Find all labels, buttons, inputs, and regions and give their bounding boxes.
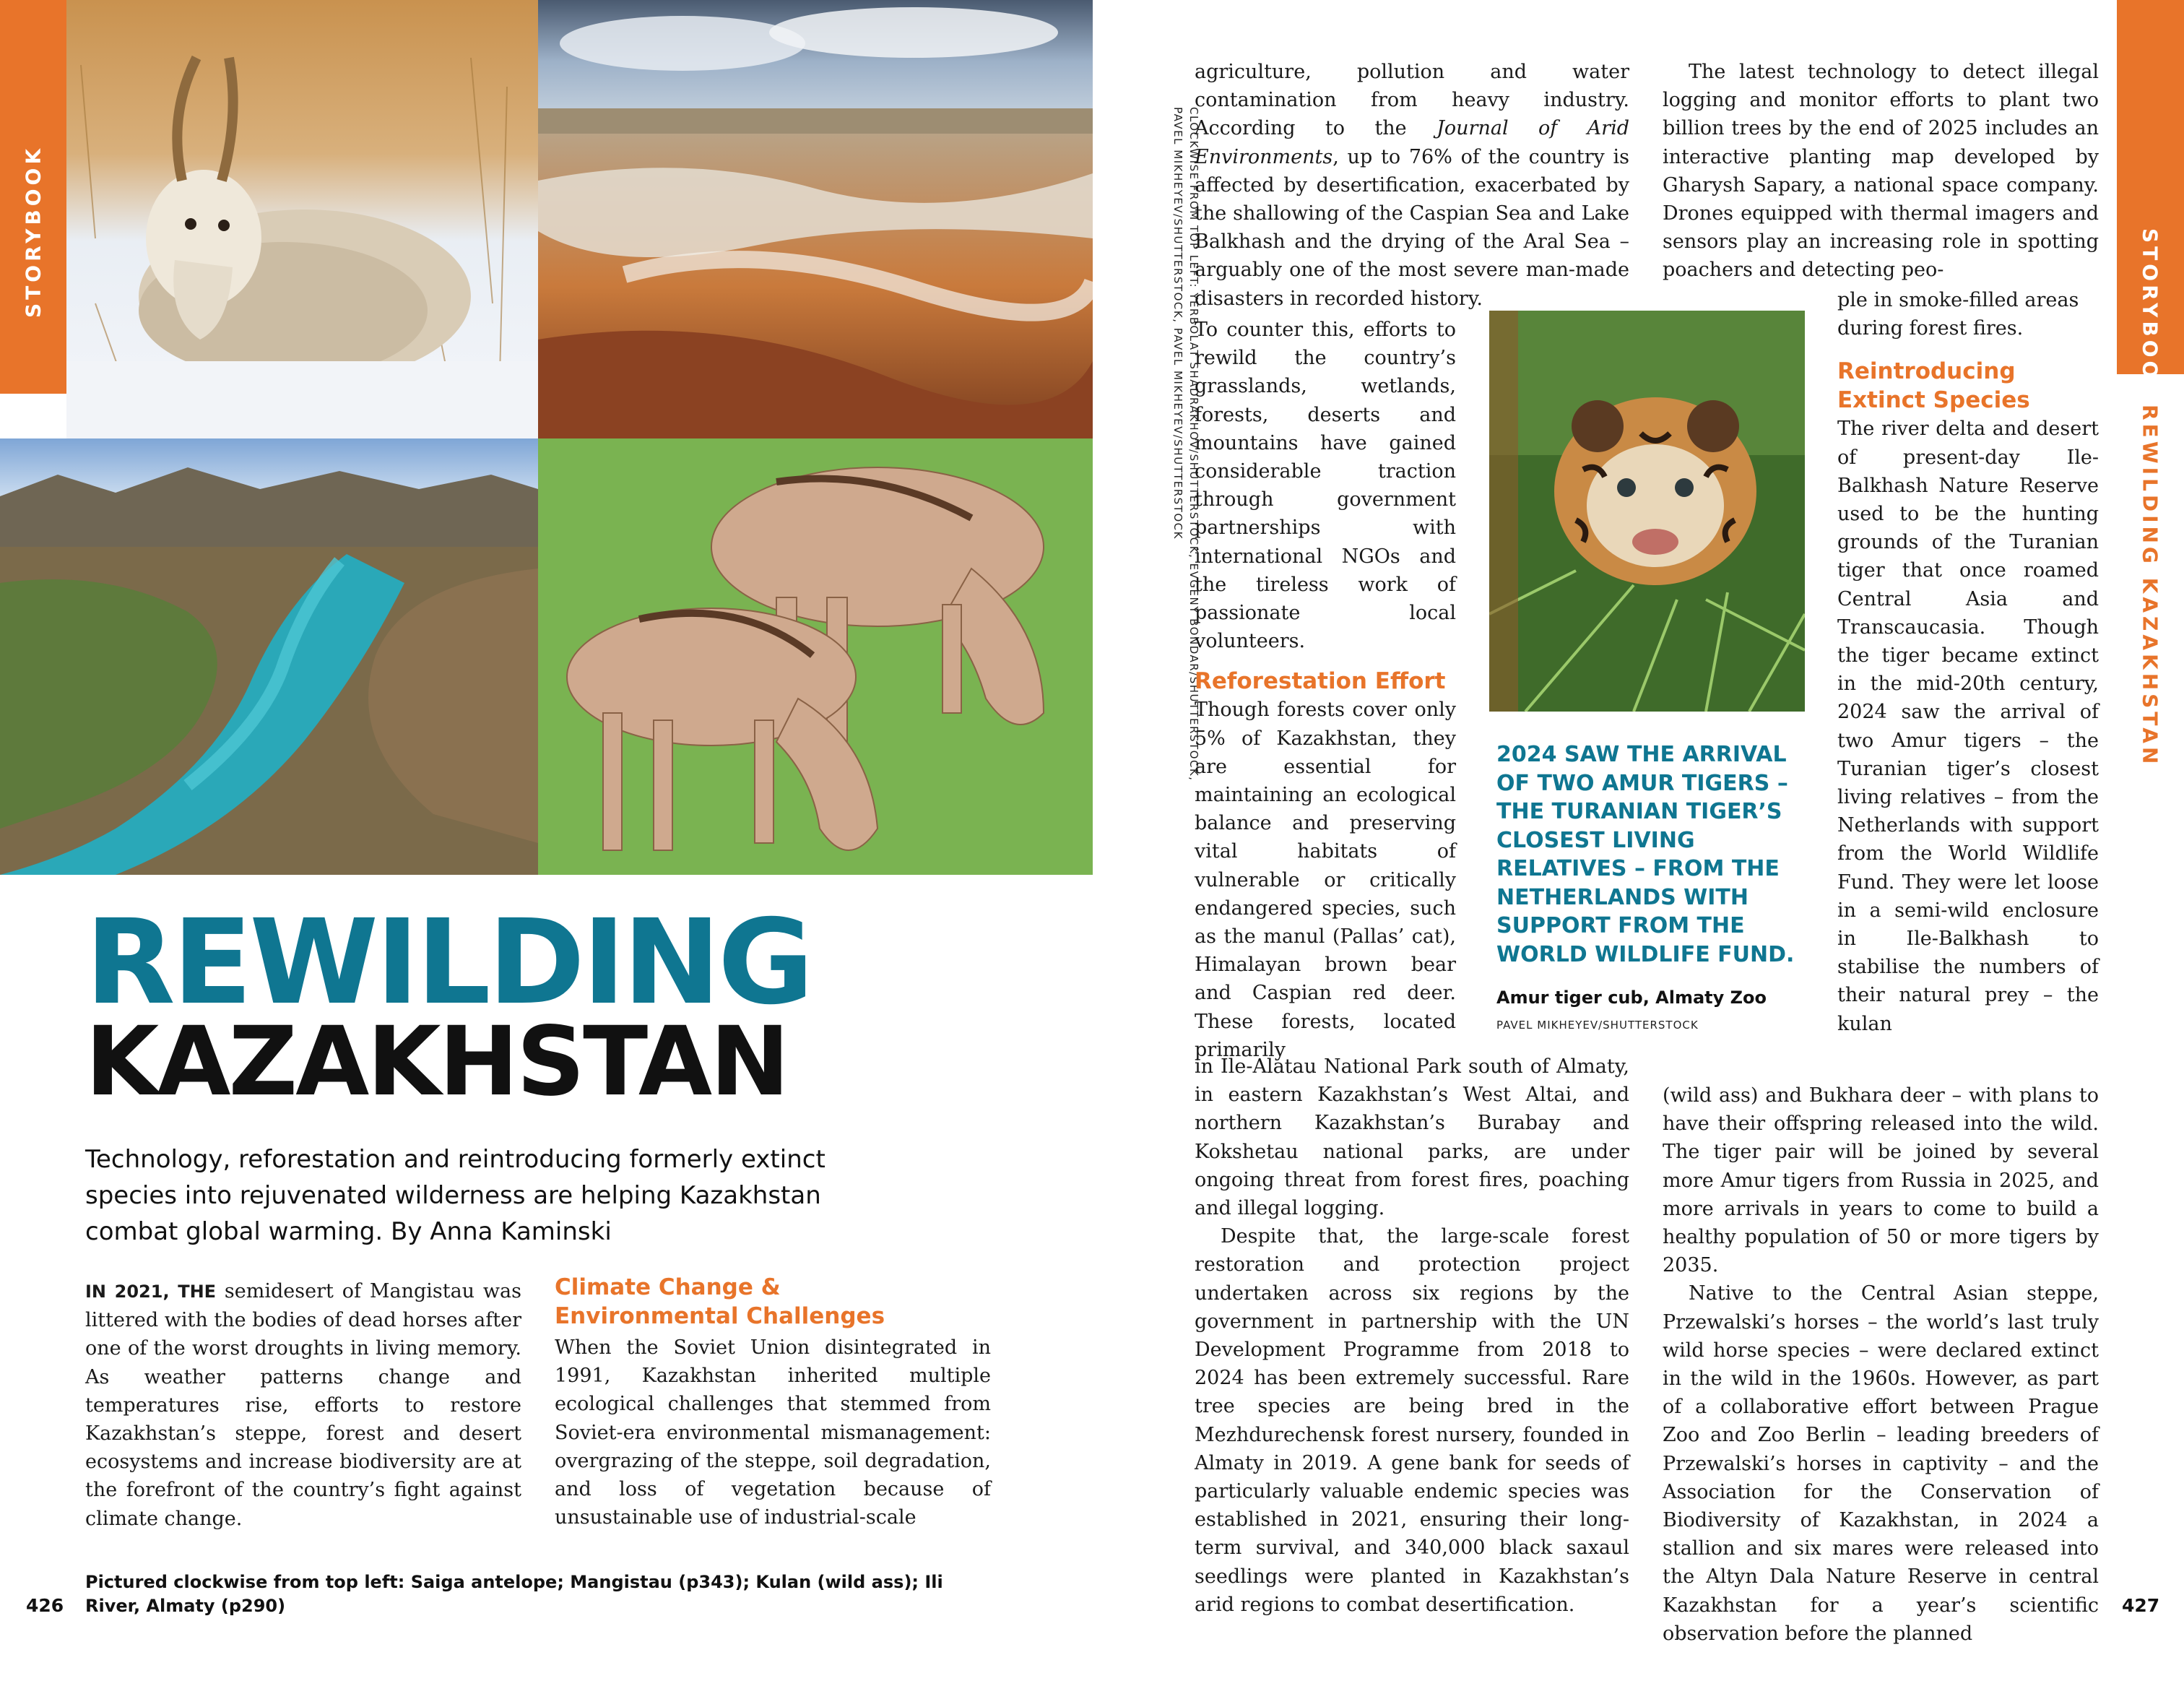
col4-p1: The latest technology to detect illegal logging and monitor efforts to plant two billion trees by the end of 2025 includes an interactive planting map developed by Gharysh Sapary, a national space company. Drones equipped with thermal imagers and sensors play an increasing role in spotting poachers and detecting peo- — [1663, 61, 2099, 282]
body-column-3 — [1195, 58, 1629, 313]
subhead-climate-change: Climate Change & Environmental Challenges — [555, 1274, 885, 1329]
body-column-3-narrow — [1195, 316, 1456, 1064]
ili-river-photo — [0, 438, 538, 875]
col4-p3: Native to the Central Asian steppe, Przewalski’s horses – the world’s last truly wild horse species – were declared extinct in the wild in the 1960s. However, as part of a collaborative effort between Prague Zoo and Zoo Berlin – leading breeders of Przewalski’s horses in captivity – and the Association for the Conservation of Biodiversity of Kazakhstan, in 2024 a stallion and six mares were released into the Altyn Dala Nature Reserve in central Kazakhstan for a year’s scientific observation before the planned — [1663, 1282, 2099, 1645]
lead-in: IN 2021, THE — [85, 1282, 217, 1302]
body-column-3-lower — [1195, 1053, 1629, 1619]
body-column-1 — [85, 1277, 521, 1533]
page-number-left: 426 — [26, 1595, 64, 1616]
section-tab-label-right: STORYBOOK — [2138, 228, 2162, 402]
tiger-caption: Amur tiger cub, Almaty Zoo — [1496, 988, 1767, 1008]
amur-tiger-cub-photo — [1489, 311, 1805, 712]
body-column-2 — [555, 1273, 991, 1531]
col3-p1-b: , up to 76% of the country is affected by desertification, exacerbated by the shallowing of the Caspian Sea and Lake Balkhash and the drying of the Aral Sea – arguably one of the most severe man-made disasters in recorded history. — [1195, 145, 1629, 310]
photo-credits-line1: CLOCKWISE FROM TOP LEFT: YERBOLAT SHADRAKHOV/SHUTTERSTOCK, EVGENY BONDAR/SHUTTERSTOCK, — [1187, 107, 1200, 782]
section-tab-label-left: STORYBOOK — [21, 144, 46, 318]
running-head: REWILDING KAZAKHSTAN — [2138, 405, 2162, 768]
kulan-photo — [538, 438, 1093, 875]
subhead-reforestation: Reforestation Effort — [1195, 668, 1446, 695]
col4-p1-cont: ple in smoke-filled areas during forest fires. — [1837, 289, 2079, 340]
tiger-photo-credit: PAVEL MIKHEYEV/SHUTTERSTOCK — [1496, 1019, 1699, 1032]
pictured-caption: Pictured clockwise from top left: Saiga antelope; Mangistau (p343); Kulan (wild ass); Ili River, Almaty (p290) — [85, 1572, 943, 1616]
saiga-antelope-photo — [66, 0, 538, 438]
col4-p2-cont: (wild ass) and Bukhara deer – with plans to have their offspring released into the wild. The tiger pair will be joined by several more Amur tigers from Russia in 2025, and more arrivals in years to come to build a healthy population of 50 or more tigers by 2035. — [1663, 1084, 2099, 1277]
col3-p3-cont: in Ile-Alatau National Park south of Almaty, in eastern Kazakhstan’s West Altai, and northern Kazakhstan’s Burabay and Kokshetau national parks, are under ongoing threat from forest fires, poaching and illegal logging. — [1195, 1055, 1629, 1220]
pull-quote: 2024 SAW THE ARRIVAL OF TWO AMUR TIGERS – THE TURANIAN TIGER’S CLOSEST LIVING RELATIVES – FROM THE NETHERLANDS WITH SUPPORT FROM THE WORLD WILDLIFE FUND. — [1496, 742, 1795, 967]
col3-p3: Though forests cover only 5% of Kazakhstan, they are essential for maintaining an ecological balance and preserving vital habitats of vulnerable or critically endangered species, such as the manul (Pallas’ cat), Himalayan brown bear and Caspian red deer. These forests, located primarily — [1195, 699, 1456, 1061]
body-column-4-narrow — [1837, 286, 2099, 1038]
col3-p4: Despite that, the large-scale forest restoration and protection project undertaken across six regions by the government in partnership with the UN Development Programme from 2018 to 2024 has been extremely successful. Rare tree species are being bred in the Mezhdurechensk forest nursery, founded in Almaty in 2019. A gene bank for seeds of particularly valuable endemic species was established in 2021, ensuring their long-term survival, and 340,000 black saxaul seedlings were planted in Kazakhstan’s arid regions to combat desertification. — [1195, 1225, 1629, 1616]
col3-p2: To counter this, efforts to rewild the country’s grasslands, wetlands, forests, deserts and mountains have gained considerable traction through government partnerships with international NGOs and the tireless work of passionate local volunteers. — [1195, 319, 1456, 653]
subhead-reintroducing: Reintroducing Extinct Species — [1837, 358, 2030, 414]
article-title-line2: KAZAKHSTAN — [85, 1006, 788, 1118]
col1-text: semidesert of Mangistau was littered with the bodies of dead horses after one of the worst droughts in living memory. As weather patterns change and temperatures rise, efforts to restore Kazakhstan’s steppe, forest and desert ecosystems and increase biodiversity are at the forefront of the country’s fight against climate change. — [85, 1280, 521, 1530]
col4-p2: The river delta and desert of present-day Ile-Balkhash Nature Reserve used to be the hunting grounds of the Turanian tiger that once roamed Central Asia and Transcaucasia. Though the tiger became extinct in the mid-20th century, 2024 saw the arrival of two Amur tigers – the Turanian tiger’s closest living relatives – from the Netherlands with support from the World Wildlife Fund. They were let loose in a semi-wild enclosure in Ile-Balkhash to stabilise the numbers of their natural prey – the kulan — [1837, 418, 2099, 1035]
col2-text: When the Soviet Union disintegrated in 1991, Kazakhstan inherited multiple ecological challenges that stemmed from Soviet-era environmental mismanagement: overgrazing of the steppe, soil degradation, and loss of vegetation because of unsustainable use of industrial-scale — [555, 1336, 991, 1529]
photo-credits-line2: PAVEL MIKHEYEV/SHUTTERSTOCK, PAVEL MIKHEYEV/SHUTTERSTOCK — [1171, 107, 1184, 540]
mangistau-canyon-photo — [538, 0, 1093, 438]
article-title-line1: REWILDING — [85, 895, 811, 1031]
body-column-4 — [1663, 58, 2099, 285]
page-number-right: 427 — [2122, 1595, 2160, 1616]
col3-p1-a: agriculture, pollution and water contamination from heavy industry. According to the — [1195, 61, 1629, 140]
journal-name: Journal of Arid Environments — [1195, 117, 1630, 168]
standfirst: Technology, reforestation and reintroducing formerly extinct species into rejuvenated wilderness are helping Kazakhstan combat global warming. By Anna Kaminski — [85, 1145, 826, 1246]
body-column-4-lower — [1663, 1081, 2099, 1648]
